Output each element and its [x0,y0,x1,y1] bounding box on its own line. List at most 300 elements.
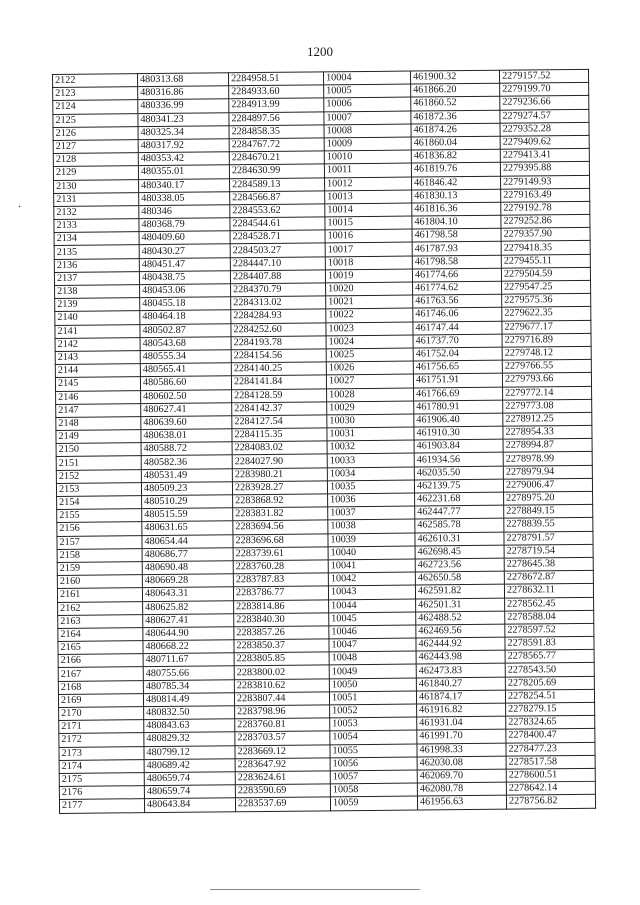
table-cell: 461798.58 [412,228,501,242]
table-cell: 2278254.51 [505,689,594,703]
table-cell: 2279236.66 [500,96,589,110]
table-cell: 2278565.77 [505,650,594,664]
table-cell: 2283537.69 [235,797,330,811]
table-cell: 2134 [54,232,139,246]
table-cell: 2283739.61 [233,547,328,561]
table-cell: 2170 [59,707,144,721]
table-cell: 461787.93 [412,242,501,256]
table-cell: 2279006.47 [503,478,592,492]
table-cell: 2140 [55,311,140,325]
table-cell: 2278591.83 [505,636,594,650]
table-cell: 461766.69 [414,387,503,401]
table-cell: 480627.41 [143,613,234,627]
table-cell: 2278756.82 [506,795,595,809]
table-cell: 2126 [53,126,138,140]
table-cell: 462035.50 [414,466,503,480]
table-cell: 2283590.69 [235,784,330,798]
table-cell: 480341.23 [138,112,229,126]
coordinate-table-body [53,69,596,813]
table-cell: 480689.42 [144,759,235,773]
table-cell: 2278849.15 [504,505,593,519]
table-cell: 480317.92 [138,139,229,153]
table-cell: 461916.82 [417,703,506,717]
table-cell: 480659.74 [144,772,235,786]
table-cell: 2278672.87 [504,570,593,584]
table-cell: 480509.23 [141,482,232,496]
table-cell: 480659.74 [144,785,235,799]
table-cell: 2142 [55,337,140,351]
table-cell: 2173 [59,746,144,760]
table-cell: 480336.99 [138,99,229,113]
table-cell: 2138 [55,285,140,299]
table-cell: 2278588.04 [505,610,594,624]
table-cell: 461804.10 [412,215,501,229]
table-cell: 461866.20 [411,83,500,97]
table-cell: 2279199.70 [500,83,589,97]
table-cell: 462473.83 [416,664,505,678]
table-cell: 461737.70 [413,334,502,348]
table-cell: 2279677.17 [502,320,591,334]
table-cell: 462231.68 [415,492,504,506]
table-cell: 461774.66 [412,268,501,282]
table-cell: 2284284.93 [231,309,326,323]
table-cell: 480639.60 [141,416,232,430]
table-cell: 2161 [57,588,142,602]
table-cell: 10019 [325,269,412,283]
table-cell: 2177 [59,799,144,813]
table-cell: 2283831.82 [233,507,328,521]
table-cell: 10021 [326,295,413,309]
table-cell: 2283760.81 [235,718,330,732]
table-cell: 2175 [59,773,144,787]
table-cell: 2278719.54 [504,544,593,558]
table-cell: 480711.67 [143,653,234,667]
table-cell: 480638.01 [141,429,232,443]
table-cell: 2283980.21 [232,468,327,482]
table-cell: 480643.31 [142,587,233,601]
table-cell: 2151 [56,456,141,470]
table-cell: 2279504.59 [501,267,590,281]
table-cell: 2278324.65 [506,716,595,730]
table-cell: 10038 [328,519,415,533]
table-cell: 2278975.20 [504,491,593,505]
table-cell: 480502.87 [140,323,231,337]
table-cell: 2278839.55 [504,518,593,532]
table-cell: 2284027.90 [232,454,327,468]
table-cell: 10048 [329,651,416,665]
table-cell: 2278994.87 [503,439,592,453]
table-cell: 2174 [59,759,144,773]
table-cell: 2283868.92 [233,494,328,508]
table-cell: 10016 [325,229,412,243]
table-cell: 2284630.99 [229,164,324,178]
table-cell: 2278517.58 [506,755,595,769]
table-cell: 480799.12 [144,745,235,759]
table-cell: 10022 [326,308,413,322]
table-cell: 2131 [54,192,139,206]
table-cell: 10053 [330,717,417,731]
table-cell: 10056 [330,757,417,771]
table-cell: 461874.17 [416,690,505,704]
table-cell: 461774.62 [413,281,502,295]
table-cell: 10032 [327,440,414,454]
table-cell: 2157 [57,535,142,549]
table-cell: 2125 [53,113,138,127]
table-cell: 480565.41 [140,363,231,377]
table-cell: 480668.22 [143,640,234,654]
table-cell: 10004 [323,71,410,85]
table-cell: 2146 [56,390,141,404]
table-cell: 10042 [328,572,415,586]
table-cell: 480669.28 [142,574,233,588]
table-cell: 10024 [326,335,413,349]
table-cell: 2279766.55 [502,359,591,373]
table-cell: 2284913.99 [229,98,324,112]
table-cell: 2283810.62 [234,678,329,692]
table-cell: 2279748.12 [502,346,591,360]
table-cell: 461756.65 [413,360,502,374]
table-cell: 480829.32 [144,732,235,746]
table-cell: 480555.34 [140,350,231,364]
table-cell: 2150 [56,443,141,457]
table-cell: 2169 [58,693,143,707]
table-cell: 480785.34 [143,679,234,693]
table-cell: 480625.82 [143,600,234,614]
table-cell: 10005 [324,84,411,98]
table-cell: 2278600.51 [506,768,595,782]
table-cell: 2283760.28 [233,560,328,574]
table-cell: 480832.50 [144,706,235,720]
table-cell: 10039 [328,533,415,547]
table-cell: 480588.72 [141,442,232,456]
bottom-rule [210,889,420,890]
table-cell: 2279418.35 [501,241,590,255]
table-cell: 2283624.61 [235,771,330,785]
table-cell: 2283647.92 [235,758,330,772]
table-cell: 480644.90 [143,627,234,641]
table-cell: 10044 [329,599,416,613]
table-cell: 2284553.62 [230,204,325,218]
table-cell: 461991.70 [417,730,506,744]
table-cell: 2278954.33 [503,425,592,439]
margin-mark: . [18,196,21,210]
table-cell: 2145 [55,377,140,391]
table-cell: 462069.70 [417,769,506,783]
table-cell: 2278645.38 [504,557,593,571]
table-cell: 2130 [54,179,139,193]
table-cell: 2278912.25 [503,412,592,426]
table-cell: 2123 [53,87,138,101]
table-cell: 2144 [55,364,140,378]
table-cell: 480654.44 [142,534,233,548]
table-cell: 2148 [56,417,141,431]
table-cell: 2283840.30 [234,613,329,627]
table-cell: 461819.76 [411,163,500,177]
table-cell: 2129 [53,166,138,180]
table-cell: 461763.56 [413,294,502,308]
table-cell: 461846.42 [412,176,501,190]
table-cell: 10009 [324,137,411,151]
table-cell: 480346 [139,205,230,219]
table-cell: 2283928.27 [232,481,327,495]
table-cell: 10008 [324,124,411,138]
table-cell: 2278477.23 [506,742,595,756]
table-cell: 2163 [58,614,143,628]
table-cell: 2284127.54 [232,415,327,429]
table-cell: 10054 [330,730,417,744]
table-cell: 2143 [55,351,140,365]
table-cell: 2284528.71 [230,230,325,244]
table-cell: 2279716.89 [502,333,591,347]
table-cell: 461872.36 [411,110,500,124]
table-cell: 480602.50 [141,389,232,403]
table-cell: 462469.56 [416,624,505,638]
table-cell: 461830.13 [412,189,501,203]
table-cell: 2141 [55,324,140,338]
table-cell: 2172 [59,733,144,747]
table-cell: 480510.29 [142,495,233,509]
table-cell: 2165 [58,641,143,655]
table-cell: 2284083.02 [232,441,327,455]
table-cell: 461746.06 [413,308,502,322]
table-cell: 2135 [54,245,139,259]
table-cell: 2284407.88 [230,270,325,284]
table-cell: 2279793.66 [502,373,591,387]
table-cell: 480313.68 [138,73,229,87]
table-cell: 480627.41 [141,402,232,416]
table-cell: 10017 [325,242,412,256]
table-cell: 462447.77 [415,505,504,519]
table-cell: 2283787.83 [233,573,328,587]
table-cell: 2279357.90 [501,228,590,242]
table-cell: 461836.82 [411,149,500,163]
table-cell: 461900.32 [410,70,499,84]
table-cell: 2278642.14 [506,781,595,795]
table-cell: 480338.05 [139,191,230,205]
table-cell: 462444.92 [416,637,505,651]
table-cell: 2283703.57 [235,731,330,745]
table-cell: 10013 [325,190,412,204]
table-cell: 2283669.12 [235,744,330,758]
coordinate-table [52,69,596,814]
table-cell: 10050 [329,678,416,692]
table-cell: 480438.75 [139,271,230,285]
table-cell: 10059 [330,796,417,810]
table-cell: 2124 [53,100,138,114]
table-cell: 461910.30 [414,426,503,440]
table-cell: 10010 [324,150,411,164]
table-cell: 2284503.27 [230,243,325,257]
table-cell: 2279622.35 [502,307,591,321]
table-cell: 10049 [329,664,416,678]
table-cell: 10043 [328,585,415,599]
table-cell: 2278543.50 [505,663,594,677]
table-cell: 2160 [57,575,142,589]
table-cell: 2152 [56,469,141,483]
table-cell: 2284566.87 [230,191,325,205]
table-cell: 10035 [327,480,414,494]
table-cell: 10030 [327,414,414,428]
table-cell: 480755.66 [143,666,234,680]
table-cell: 2284370.79 [231,283,326,297]
table-cell: 10051 [329,691,416,705]
table-cell: 480543.68 [140,337,231,351]
table-cell: 480455.18 [140,297,231,311]
table-cell: 10007 [324,111,411,125]
table-cell: 461998.33 [417,743,506,757]
table-cell: 480453.06 [140,284,231,298]
table-cell: 461860.04 [411,136,500,150]
table-cell: 2284140.25 [231,362,326,376]
table-cell: 2279352.28 [500,122,589,136]
table-cell: 2137 [54,271,139,285]
table-cell: 2278400.47 [506,729,595,743]
table-cell: 461840.27 [416,677,505,691]
table-cell: 10011 [324,163,411,177]
table-cell: 2164 [58,628,143,642]
table-cell: 10041 [328,559,415,573]
table-cell: 2156 [57,522,142,536]
table-cell: 461751.91 [413,374,502,388]
table-cell: 2284141.84 [231,375,326,389]
table-cell: 480814.49 [143,693,234,707]
table-cell: 10027 [326,374,413,388]
table-cell: 2149 [56,430,141,444]
table-cell: 2284858.35 [229,125,324,139]
table-cell: 2279274.57 [500,109,589,123]
table-cell: 2283805.85 [234,652,329,666]
table-cell: 2167 [58,667,143,681]
table-cell: 480325.34 [138,126,229,140]
table-cell: 2283694.56 [233,520,328,534]
table-cell: 462139.75 [414,479,503,493]
table-cell: 2279547.25 [502,280,591,294]
table-cell: 461903.84 [414,439,503,453]
table-cell: 2168 [58,680,143,694]
table-cell: 2283798.96 [235,705,330,719]
table-cell: 480643.84 [144,798,235,812]
table-cell: 10028 [327,388,414,402]
table-cell: 2279455.11 [501,254,590,268]
table-cell: 10055 [330,744,417,758]
table-cell: 2132 [54,206,139,220]
table-cell: 480464.18 [140,310,231,324]
table-cell: 462030.08 [417,756,506,770]
table-cell: 10046 [329,625,416,639]
table-cell: 2278632.11 [504,584,593,598]
table-cell: 462698.45 [415,545,504,559]
table-cell: 2147 [56,403,141,417]
table-cell: 10040 [328,546,415,560]
table-cell: 2279192.78 [501,201,590,215]
table-cell: 10012 [325,177,412,191]
table-cell: 2284897.56 [229,111,324,125]
table-cell: 10036 [328,493,415,507]
table-cell: 10047 [329,638,416,652]
table-cell: 2284933.60 [229,85,324,99]
table-cell: 462488.52 [416,611,505,625]
table-cell: 2279409.62 [500,135,589,149]
table-cell: 10029 [327,401,414,415]
table-cell: 462723.56 [415,558,504,572]
table-cell: 480582.36 [141,455,232,469]
table-cell: 461752.04 [413,347,502,361]
table-cell: 2278978.99 [503,452,592,466]
table-cell: 2128 [53,153,138,167]
table-cell: 10033 [327,453,414,467]
table-cell: 480586.60 [140,376,231,390]
table-cell: 10058 [330,783,417,797]
table-cell: 461906.40 [414,413,503,427]
table-cell: 462650.58 [415,571,504,585]
table-cell: 2155 [57,509,142,523]
table-cell: 2154 [57,496,142,510]
table-cell: 461934.56 [414,453,503,467]
table-cell: 2283850.37 [234,639,329,653]
table-cell: 2283814.86 [234,599,329,613]
table-cell: 2279157.52 [499,69,588,83]
table-cell: 480690.48 [142,561,233,575]
table-cell: 10031 [327,427,414,441]
table-cell: 2284447.10 [230,257,325,271]
table-cell: 2166 [58,654,143,668]
table-cell: 2122 [53,74,138,88]
table-cell: 461931.04 [417,716,506,730]
table-cell: 10034 [327,467,414,481]
table-cell: 2283696.68 [233,533,328,547]
table-cell: 2279773.08 [503,399,592,413]
table-cell: 2284958.51 [228,72,323,86]
table-cell: 2283800.02 [234,665,329,679]
table-cell: 2284670.21 [229,151,324,165]
table-cell: 2283857.26 [234,626,329,640]
table-cell: 2284252.60 [231,322,326,336]
table-cell: 2279575.36 [502,294,591,308]
table-cell: 2133 [54,219,139,233]
table-cell: 2279163.49 [501,188,590,202]
table-cell: 2127 [53,140,138,154]
table-cell: 461798.58 [412,255,501,269]
table-cell: 2153 [56,482,141,496]
table-cell: 480316.86 [138,86,229,100]
table-cell: 461816.36 [412,202,501,216]
table-cell: 2158 [57,548,142,562]
table-cell: 2279252.86 [501,214,590,228]
table-cell: 2171 [59,720,144,734]
table-cell: 2284767.72 [229,138,324,152]
table-cell: 461956.63 [417,795,506,809]
table-cell: 461860.52 [411,97,500,111]
table-cell: 462610.31 [415,532,504,546]
table-cell: 480340.17 [139,178,230,192]
table-cell: 2278279.15 [506,702,595,716]
table-cell: 462080.78 [417,782,506,796]
table-cell: 10037 [328,506,415,520]
coordinate-sheet [52,69,596,814]
table-cell: 462591.82 [415,584,504,598]
table-cell: 2278205.69 [505,676,594,690]
table-cell: 10020 [326,282,413,296]
table-cell: 10014 [325,203,412,217]
table-cell: 480686.77 [142,548,233,562]
table-cell: 461747.44 [413,321,502,335]
table-cell: 461780.91 [414,400,503,414]
table-cell: 2278979.94 [503,465,592,479]
table-cell: 2284142.37 [232,402,327,416]
table-cell: 2162 [58,601,143,615]
table-cell: 10006 [324,97,411,111]
table-cell: 2279772.14 [503,386,592,400]
